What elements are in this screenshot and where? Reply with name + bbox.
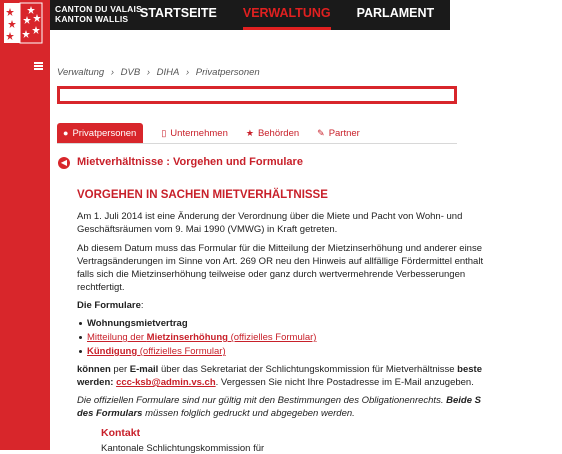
paragraph-4-line-2 (77, 407, 355, 420)
back-arrow-icon[interactable]: ◀ (58, 157, 70, 169)
star-icon: ★ (245, 127, 254, 138)
paragraph-3-line-2 (77, 376, 474, 389)
page-title: Mietverhältnisse : Vorgehen und Formulare (77, 156, 303, 168)
paragraph-1-line-2: Geschäftsräumen vom 9. Mai 1990 (VMWG) in Kraft getreten. (77, 224, 338, 235)
breadcrumb-separator: › (146, 67, 150, 78)
kontakt-organisation: Kantonale Schlichtungskommission für (101, 443, 265, 454)
canton-name-de: KANTON WALLIS (55, 14, 129, 24)
canton-logo[interactable] (0, 0, 50, 62)
kontakt-heading: Kontakt (101, 427, 141, 439)
paragraph-3-line-1 (77, 363, 482, 376)
tab-label: Unternehmen (170, 127, 228, 139)
nav-startseite[interactable]: STARTSEITE (140, 6, 217, 20)
per-text: per (110, 364, 130, 375)
canton-name (55, 4, 142, 24)
paragraph-1-line-1: Am 1. Juli 2014 ist eine Änderung der Verordnung über die Miete und Pacht von Wohn- und (77, 211, 463, 222)
paragraph-4-line-1 (77, 394, 481, 407)
breadcrumb-diha[interactable]: DIHA (156, 67, 180, 78)
breadcrumb-verwaltung[interactable]: Verwaltung (57, 67, 105, 78)
formulare-label: Die Formulare (77, 300, 141, 311)
kuendigung-link-bold[interactable]: Kündigung (87, 346, 138, 357)
sidebar (0, 30, 50, 450)
koennen-bold: können (77, 364, 111, 375)
postadresse-text: . Vergessen Sie nicht Ihre Postadresse im E-Mail anzugeben. (215, 377, 474, 388)
paragraph-2-line-1: Ab diesem Datum muss das Formular für die Mitteilung der Mietzinserhöhung und anderer einse (77, 243, 483, 254)
tab-privatpersonen[interactable] (57, 123, 143, 143)
paragraph-2-line-2: Vertragsänderungen im Sinne von Art. 269 OR neu den Hinweis auf allfällige Fördermittel enthalt (77, 256, 484, 267)
email-link[interactable]: ccc-ksb@admin.vs.ch (116, 377, 216, 388)
breadcrumb-privatpersonen[interactable]: Privatpersonen (195, 67, 260, 78)
hamburger-menu-icon[interactable] (34, 62, 43, 70)
email-bold: E-mail (129, 364, 159, 375)
search-input[interactable] (57, 86, 457, 104)
canton-name-fr: CANTON DU VALAIS (55, 4, 142, 14)
tab-label: Behörden (257, 127, 300, 139)
formulare-heading (77, 299, 144, 312)
building-icon: ▯ (161, 127, 167, 138)
main-content (50, 30, 484, 454)
mietzinserhoehung-link[interactable] (87, 332, 316, 343)
mietzinserhoehung-link-bold[interactable]: Mietzinserhöhung (146, 332, 228, 343)
person-icon: ● (63, 128, 69, 138)
tab-unternehmen[interactable] (161, 128, 228, 139)
mietzinserhoehung-link-part2[interactable]: (offizielles Formular) (227, 332, 317, 343)
audience-tabs (57, 123, 378, 143)
des-formulars-bold: des Formulars (77, 408, 143, 419)
tab-partner[interactable] (317, 128, 360, 139)
tab-label: Partner (328, 127, 360, 139)
tab-behoerden[interactable] (246, 128, 299, 139)
tab-label: Privatpersonen (72, 127, 137, 139)
werden-bold: werden: (77, 377, 117, 388)
sekretariat-text: über das Sekretariat der Schlichtungskommission für Mietverhältnisse (158, 364, 458, 375)
nav-regierung[interactable]: REGIERUNG (460, 6, 536, 20)
section-title: VORGEHEN IN SACHEN MIETVERHÄLTNISSE (77, 189, 328, 201)
nav-verwaltung[interactable]: VERWALTUNG (243, 0, 331, 30)
beide-bold: Beide S (446, 395, 481, 406)
breadcrumb-dvb[interactable]: DVB (120, 67, 141, 78)
main-nav (140, 0, 562, 30)
breadcrumb-separator: › (185, 67, 190, 78)
kuendigung-link-part[interactable]: (offizielles Formular) (137, 346, 226, 357)
breadcrumb-separator: › (110, 67, 114, 78)
beste-bold: beste (457, 364, 482, 375)
list-item-wohnungsmietvertrag (87, 318, 188, 329)
valais-coat-of-arms-icon (0, 0, 50, 62)
tabs-divider (57, 143, 457, 144)
pencil-icon: ✎ (317, 127, 325, 138)
paragraph-2-line-4: rechtfertigt. (77, 282, 125, 293)
gedruckt-text: müssen folglich gedruckt und abgegeben werden. (142, 408, 355, 419)
wohnungsmietvertrag-label: Wohnungsmietvertrag (87, 318, 188, 329)
breadcrumb (57, 67, 264, 78)
offizielle-formulare-text: Die offiziellen Formulare sind nur gültig mit den Bestimmungen des Obligationenrechts. (77, 395, 447, 406)
mietzinserhoehung-link-part1[interactable]: Mitteilung der (87, 332, 147, 343)
paragraph-2-line-3: falls sich die Mietzinserhöhung teilweise oder ganz durch wertvermehrende Verbesserungen (77, 269, 466, 280)
nav-parlament[interactable]: PARLAMENT (356, 6, 435, 20)
kuendigung-link[interactable] (87, 346, 226, 357)
formulare-colon: : (140, 300, 144, 311)
